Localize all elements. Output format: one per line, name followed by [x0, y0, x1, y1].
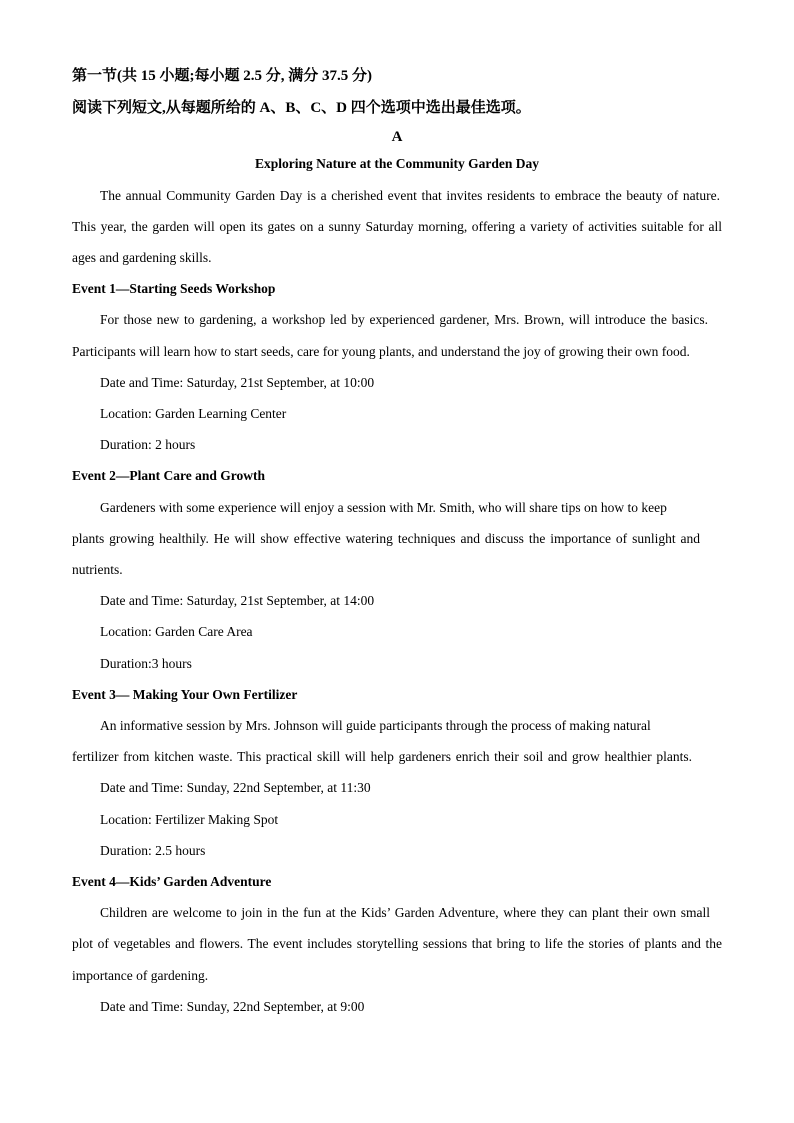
intro-line: This year, the garden will open its gates on a sunny Saturday morning, offering a variety of activities suitable for all — [72, 219, 722, 234]
event-desc-line: Participants will learn how to start seeds, care for young plants, and understand the joy of growing their own food. — [72, 344, 690, 359]
intro-line: ages and gardening skills. — [72, 250, 212, 265]
event-duration: Duration:3 hours — [100, 656, 192, 671]
event-title: Event 2—Plant Care and Growth — [72, 468, 266, 483]
event-duration: Duration: 2 hours — [100, 437, 196, 452]
event-title: Event 3— Making Your Own Fertilizer — [72, 687, 298, 702]
event-desc-line: plants growing healthily. He will show effective watering techniques and discuss the importance of sunlight and — [72, 531, 700, 546]
passage-title: Exploring Nature at the Community Garden Day — [254, 156, 539, 171]
event-desc-line: nutrients. — [72, 562, 123, 577]
event-date: Date and Time: Saturday, 21st September, at 10:00 — [100, 375, 375, 390]
event-location: Location: Fertilizer Making Spot — [100, 812, 279, 827]
event-location: Location: Garden Learning Center — [100, 406, 287, 421]
event-date: Date and Time: Saturday, 21st September, at 14:00 — [100, 593, 375, 608]
intro-line: The annual Community Garden Day is a cherished event that invites residents to embrace the beauty of nature. — [100, 188, 720, 203]
section-heading: 第一节(共 15 小题;每小题 2.5 分, 满分 37.5 分) — [72, 68, 372, 84]
event-desc-line: For those new to gardening, a workshop led by experienced gardener, Mrs. Brown, will introduce the basics. — [100, 312, 708, 327]
passage-label: A — [391, 129, 403, 145]
event-location: Location: Garden Care Area — [100, 624, 253, 639]
event-desc-line: Gardeners with some experience will enjoy a session with Mr. Smith, who will share tips on how to keep — [100, 500, 667, 515]
event-desc-line: An informative session by Mrs. Johnson will guide participants through the process of making natural — [100, 718, 651, 733]
event-date: Date and Time: Sunday, 22nd September, at 11:30 — [100, 780, 371, 795]
event-title: Event 1—Starting Seeds Workshop — [72, 281, 276, 296]
event-date: Date and Time: Sunday, 22nd September, at 9:00 — [100, 999, 365, 1014]
event-desc-line: fertilizer from kitchen waste. This practical skill will help gardeners enrich their soil and grow healthier plants. — [72, 749, 692, 764]
event-desc-line: Children are welcome to join in the fun at the Kids’ Garden Adventure, where they can plant their own small — [100, 905, 710, 920]
section-instruction: 阅读下列短文,从每题所给的 A、B、C、D 四个选项中选出最佳选项。 — [72, 100, 531, 116]
event-title: Event 4—Kids’ Garden Adventure — [72, 874, 272, 889]
event-desc-line: plot of vegetables and flowers. The event includes storytelling sessions that bring to life the stories of plants and the — [72, 936, 722, 951]
event-desc-line: importance of gardening. — [72, 968, 209, 983]
event-duration: Duration: 2.5 hours — [100, 843, 206, 858]
